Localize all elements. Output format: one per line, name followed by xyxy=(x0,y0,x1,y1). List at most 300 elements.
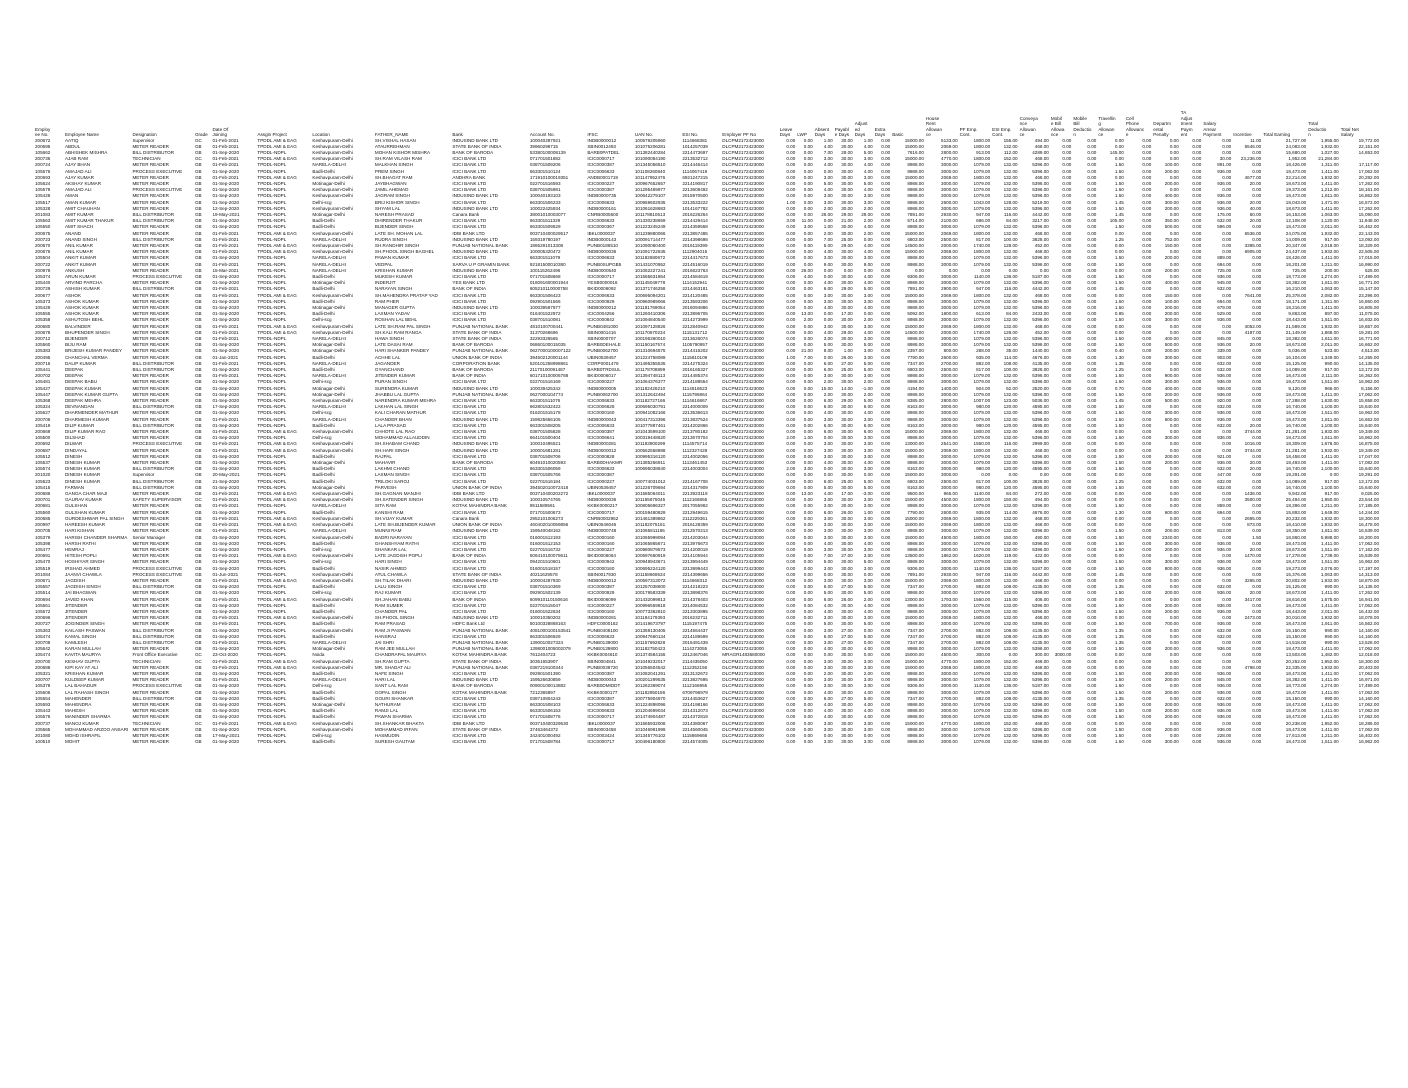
table-cell: MAHAVIR xyxy=(374,460,396,466)
table-cell: DLCPM2172423000 xyxy=(722,633,764,639)
table-cell: 8988.00 xyxy=(907,336,924,341)
table-cell: 0.00 xyxy=(786,156,796,162)
table-cell: TPDDL AMI & EAG xyxy=(257,230,297,236)
table-cell: 0.00 xyxy=(1252,385,1262,391)
table-cell: ICICI BANK LTD xyxy=(452,398,487,404)
table-cell: GULSHAN xyxy=(64,503,88,509)
table-cell: 24,437.00 xyxy=(1285,249,1307,255)
table-cell: 1079.00 xyxy=(973,187,991,193)
table-cell: NARELA-DELHI xyxy=(312,639,346,645)
table-cell: 01-Feb-2021 xyxy=(212,249,239,255)
table-cell: 0.00 xyxy=(1087,584,1097,590)
table-cell: 0.00 xyxy=(803,373,813,379)
table-cell: 15000.00 xyxy=(904,522,924,528)
table-cell: DLCPM2172423000 xyxy=(722,484,764,490)
table-cell: 038701505766 xyxy=(529,472,561,478)
table-cell: TPDDL-NDPL xyxy=(257,422,287,428)
table-cell: 0.00 xyxy=(1062,546,1072,552)
table-cell: JOGINDER SINGH xyxy=(64,621,105,627)
table-cell: 200693 xyxy=(35,174,51,180)
table-cell: 0.00 xyxy=(1087,497,1097,503)
table-cell: 200.00 xyxy=(1164,646,1179,652)
table-cell: NARELA-DELHI xyxy=(312,404,346,410)
table-cell: SH.HARI SINGH xyxy=(374,447,410,453)
table-cell: 30.00 xyxy=(841,162,853,168)
table-cell: 132.00 xyxy=(1003,739,1018,745)
table-cell: 3.00 xyxy=(863,534,873,540)
table-cell: Keshavpuram-Delhi xyxy=(312,230,353,236)
table-cell: 18,300.00 xyxy=(1358,515,1379,521)
table-cell: 3.00 xyxy=(863,441,873,447)
table-cell: HAREESH KUMAR xyxy=(64,522,106,528)
table-cell: 003710400029517 xyxy=(529,230,569,236)
table-cell: 101394748113 xyxy=(634,373,666,379)
table-cell: 0.00 xyxy=(1192,205,1202,211)
table-cell: 022701516184 xyxy=(529,478,561,484)
table-cell: 0.00 xyxy=(786,379,796,385)
table-cell: 0.00 xyxy=(1169,720,1179,726)
table-cell: 0.00 xyxy=(786,677,796,683)
table-cell: 7347.00 xyxy=(907,695,924,701)
table-cell: 0.00 xyxy=(786,205,796,211)
table-cell: 1,411.00 xyxy=(1321,670,1339,676)
table-cell: 1800.00 xyxy=(973,447,991,453)
table-cell: METER READER xyxy=(132,646,169,652)
table-cell: 0.00 xyxy=(1142,205,1152,211)
table-cell: 0.00 xyxy=(1169,329,1179,335)
table-cell: 0.00 xyxy=(1192,162,1202,168)
table-cell: 2214167708 xyxy=(682,478,708,484)
table-cell: 0.00 xyxy=(1062,633,1072,639)
table-cell: 18,171.00 xyxy=(1285,298,1307,304)
table-cell: 105642 xyxy=(35,646,51,652)
table-cell: 0.00 xyxy=(1087,211,1097,217)
table-cell: 8988.00 xyxy=(907,677,924,683)
table-cell: 0.00 xyxy=(1252,360,1262,366)
table-cell: ICICI BANK LTD xyxy=(452,156,487,162)
table-cell: MANAGER GUPTA xyxy=(374,304,415,310)
table-cell: 18,443.00 xyxy=(1285,317,1307,323)
table-cell: 6.00 xyxy=(863,422,873,428)
table-cell: 01-Sep-2020 xyxy=(212,608,239,614)
table-cell: Badli-Delhi xyxy=(312,670,335,676)
table-cell: DEVNANDAN xyxy=(64,404,94,410)
table-cell: LATE SH. MOHAN LAL xyxy=(374,230,423,236)
table-cell: 0.00 xyxy=(1222,174,1232,180)
table-cell: 071701501882 xyxy=(529,156,561,162)
table-cell: 01-Feb-2021 xyxy=(212,664,239,670)
table-cell: 1800.00 xyxy=(973,137,991,143)
table-cell: 663301510124 xyxy=(529,168,561,174)
table-cell: 0.00 xyxy=(786,571,796,577)
table-cell: NAFE SINGH xyxy=(374,670,403,676)
table-cell: 14,313.00 xyxy=(1358,571,1379,577)
table-cell: BILL DISTRIBUTOR xyxy=(132,484,175,490)
table-cell: 1,932.00 xyxy=(1320,143,1339,149)
table-cell: 145.00 xyxy=(1109,149,1124,155)
table-cell: 8988.00 xyxy=(907,540,924,546)
table-cell: 01-Sep-2020 xyxy=(212,453,239,459)
table-cell: 0.00 xyxy=(1087,515,1097,521)
table-cell: 5.00 xyxy=(863,149,873,155)
table-cell: 0.00 xyxy=(803,379,813,385)
table-cell: PUNB0038720 xyxy=(587,664,618,670)
table-cell: 1800.00 xyxy=(973,720,991,726)
table-cell: 468.00 xyxy=(1034,447,1049,453)
table-cell: DLCPM2172423000 xyxy=(722,720,764,726)
table-cell: Keshavpuram-Delhi xyxy=(312,242,353,248)
table-cell: 105378 xyxy=(35,683,51,689)
table-cell: 2214485374 xyxy=(682,373,708,379)
table-cell: ICIC0006633 xyxy=(587,168,615,174)
table-cell: 3.00 xyxy=(863,677,873,683)
table-cell: 935.00 xyxy=(976,509,991,515)
table-cell: 0.00 xyxy=(1169,596,1179,602)
table-cell: Keshavpuram-Delhi xyxy=(312,596,353,602)
table-cell: DLCPM2172423000 xyxy=(722,677,764,683)
table-cell: UBIN0539457 xyxy=(587,484,617,490)
table-cell: 1.45 xyxy=(1114,211,1124,217)
table-cell: 01-Feb-2021 xyxy=(212,720,239,726)
table-cell: 0.00 xyxy=(1252,689,1262,695)
table-cell: 0.00 xyxy=(1114,292,1124,298)
table-cell: 891.00 xyxy=(1217,162,1232,168)
table-cell: TECHNICIAN xyxy=(132,658,161,664)
table-cell: 0.00 xyxy=(863,311,873,317)
table-cell: 4.00 xyxy=(823,701,833,707)
table-cell: ICIC0006633 xyxy=(587,199,615,205)
table-cell: 1.50 xyxy=(1114,162,1124,168)
table-cell: JAMIL AHEMAD xyxy=(374,187,409,193)
table-cell: HOSHIYAR SINGH xyxy=(64,559,105,565)
table-cell: 350.00 xyxy=(1164,218,1179,224)
table-cell: 2600.00 xyxy=(941,199,958,205)
table-cell: 1.45 xyxy=(1114,571,1124,577)
table-cell: 022701516169 xyxy=(529,379,561,385)
table-cell: 468.00 xyxy=(1034,664,1049,670)
table-cell: 29.00 xyxy=(841,211,853,217)
table-cell: 132.00 xyxy=(1003,460,1018,466)
table-cell: 0.00 xyxy=(786,633,796,639)
table-cell: 0.00 xyxy=(863,639,873,645)
table-cell: 0.00 xyxy=(823,354,833,360)
table-cell: 2214516019 xyxy=(682,261,708,267)
table-cell: 1105790957 xyxy=(682,342,708,348)
table-cell: JAVED KHAN xyxy=(64,596,94,602)
table-cell: 132.00 xyxy=(1003,205,1018,211)
table-cell: NARELA-DELHI xyxy=(312,360,346,366)
table-cell: 5396.00 xyxy=(1032,379,1049,385)
table-cell: 0.00 xyxy=(1142,441,1152,447)
table-cell: 105474 xyxy=(35,633,51,639)
table-cell: 2214560045 xyxy=(682,726,708,732)
table-cell: 600.00 xyxy=(1164,416,1179,422)
table-cell: 0.00 xyxy=(1114,596,1124,602)
table-cell: 100179583339 xyxy=(634,590,666,596)
table-cell: 0.00 xyxy=(823,435,833,441)
table-cell: 0.00 xyxy=(1062,683,1072,689)
column-header: ESI No. xyxy=(682,132,699,137)
table-cell: 882.00 xyxy=(976,360,991,366)
table-cell: 30.00 xyxy=(841,187,853,193)
table-cell: 0.00 xyxy=(1252,162,1262,168)
table-cell: 0.00 xyxy=(823,273,833,279)
table-cell: 14,009.00 xyxy=(1285,236,1307,242)
table-cell: 1.50 xyxy=(1114,255,1124,261)
table-cell: 1014257039 xyxy=(682,143,708,149)
table-cell: 105358 xyxy=(35,317,51,323)
table-cell: 16,962.00 xyxy=(1358,410,1379,416)
table-cell: 1.50 xyxy=(1114,224,1124,230)
table-cell: 0.00 xyxy=(1192,577,1202,583)
table-cell: ICIC0000717 xyxy=(587,509,615,515)
table-cell: 0.85 xyxy=(1114,311,1124,317)
table-cell: 016091600001944 xyxy=(529,280,569,286)
table-cell: 2213670704 xyxy=(682,435,708,441)
table-cell: TPDDL-NDPL xyxy=(257,311,287,317)
table-cell: 2214584619 xyxy=(682,273,708,279)
table-cell: 101461389862 xyxy=(634,515,666,521)
table-cell: 2000.00 xyxy=(941,329,958,335)
table-cell: 0.00 xyxy=(1192,211,1202,217)
table-cell: Delhi-scg xyxy=(312,559,332,565)
table-cell: 105550 xyxy=(35,224,51,230)
table-cell: 18,473.00 xyxy=(1285,379,1307,385)
table-cell: 5396.00 xyxy=(1032,187,1049,193)
table-cell: 100960989066 xyxy=(634,298,666,304)
table-cell: 2016094886 xyxy=(682,304,708,310)
table-cell: 2016623763 xyxy=(682,267,708,273)
table-cell: TPDDL-NDPL xyxy=(257,404,287,410)
table-row xyxy=(34,441,1380,447)
table-cell: TPDDL-NDPL xyxy=(257,528,287,534)
table-cell: DLCPM2172423000 xyxy=(722,311,764,317)
table-cell: 1079.00 xyxy=(973,193,991,199)
table-cell: 1,675.00 xyxy=(1320,596,1339,602)
table-cell: 0.00 xyxy=(1087,708,1097,714)
table-cell: 17,062.00 xyxy=(1358,708,1379,714)
table-cell: TPDDL-NDPL xyxy=(257,267,287,273)
table-cell: GB xyxy=(194,602,202,608)
table-cell: 3.00 xyxy=(823,739,833,745)
table-cell: 2.00 xyxy=(823,379,833,385)
table-cell: 0.00 xyxy=(803,429,813,435)
table-cell: 0.00 xyxy=(863,733,873,738)
table-cell: 100941082166 xyxy=(634,410,666,416)
table-cell: 2213303895 xyxy=(682,608,708,614)
table-cell: 2952101006273 xyxy=(529,515,564,521)
table-cell: 4676.00 xyxy=(1032,509,1049,515)
table-cell: 0.00 xyxy=(1062,621,1072,627)
table-cell: TPDDL AMI & EAG xyxy=(257,441,297,447)
table-cell: 0.00 xyxy=(1252,367,1262,373)
table-cell: 3.00 xyxy=(823,683,833,689)
table-cell: GB xyxy=(194,677,202,683)
table-cell: DLCPM2172423000 xyxy=(722,292,764,298)
table-cell: 19-May-2021 xyxy=(212,211,240,217)
table-cell: 0.00 xyxy=(803,460,813,466)
table-cell: 3000.00 xyxy=(941,708,958,714)
table-cell: 0.00 xyxy=(1114,174,1124,180)
table-cell: 200675 xyxy=(35,230,51,236)
table-cell: 0.00 xyxy=(1252,311,1262,317)
table-cell: TPDDL-NDPL xyxy=(257,559,287,565)
table-cell: 4.00 xyxy=(803,273,813,279)
table-cell: 0.00 xyxy=(881,447,891,453)
table-cell: BKID0006017 xyxy=(587,373,616,379)
table-cell: GB xyxy=(194,149,202,155)
column-header: Payabl e Days xyxy=(834,126,850,137)
table-cell: 0.00 xyxy=(1192,646,1202,652)
table-cell: 3000.00 xyxy=(1054,652,1072,658)
table-cell: TPDDL-NDPL xyxy=(257,695,287,701)
table-row xyxy=(34,479,1380,485)
table-cell: 128.00 xyxy=(1003,199,1018,205)
table-cell: 0.00 xyxy=(1114,429,1124,435)
table-cell: DLCPM2172423000 xyxy=(722,584,764,590)
table-cell: Keshavpuram-Delhi xyxy=(312,187,353,193)
table-cell: 0.00 xyxy=(1169,156,1179,162)
table-cell: 0.00 xyxy=(1142,261,1152,267)
table-cell: NARELA-DELHI xyxy=(312,336,346,341)
table-cell: 5396.00 xyxy=(1032,646,1049,652)
table-cell: 2.00 xyxy=(863,205,873,211)
table-cell: 0.00 xyxy=(1142,137,1152,143)
table-cell: 101049232017 xyxy=(634,658,666,664)
table-cell: KKBK0000217 xyxy=(587,503,618,509)
table-cell: 8988.00 xyxy=(907,546,924,552)
column-header: House Rent Allowan ce xyxy=(925,115,943,137)
table-cell: 105324 xyxy=(35,404,51,410)
table-cell: TPDDL-NDPL xyxy=(257,348,287,354)
table-cell: 0.70 xyxy=(1114,385,1124,391)
table-cell: HARISH CHANDER SHARMA xyxy=(64,534,128,540)
table-cell: 152.00 xyxy=(1003,156,1018,162)
table-cell: 8988.00 xyxy=(907,708,924,714)
table-cell: DLCPM2172423000 xyxy=(722,317,764,323)
column-header: Mobil e Bill Allowa nce xyxy=(1050,115,1065,137)
table-cell: 1079.00 xyxy=(973,646,991,652)
table-cell: 8988.00 xyxy=(907,224,924,230)
table-cell: 1436.00 xyxy=(1244,491,1262,497)
table-cell: 3265.00 xyxy=(1244,577,1262,583)
table-cell: 0.00 xyxy=(881,367,891,373)
table-cell: 30.00 xyxy=(841,193,853,199)
table-cell: 1,868.00 xyxy=(1320,329,1339,335)
table-cell: 1016.00 xyxy=(1244,441,1262,447)
table-cell: 100597660919 xyxy=(634,553,666,559)
table-row xyxy=(34,528,1380,534)
table-cell: 1,100.00 xyxy=(1320,404,1339,410)
table-cell: 8988.00 xyxy=(907,280,924,286)
table-cell: 0.00 xyxy=(881,205,891,211)
table-cell: 105500 xyxy=(35,435,51,441)
table-cell: 1079.00 xyxy=(973,379,991,385)
table-cell: 0.00 xyxy=(1087,460,1097,466)
table-cell: 132.00 xyxy=(1003,180,1018,186)
table-cell: 1,952.00 xyxy=(1320,658,1339,664)
table-cell: 50100328868163 xyxy=(529,621,566,627)
table-cell: 038701505981 xyxy=(529,187,561,193)
table-cell: 0.00 xyxy=(1252,633,1262,639)
table-cell: 0.00 xyxy=(803,596,813,602)
table-cell: 17,499.00 xyxy=(1358,273,1379,279)
table-cell: 2214190817 xyxy=(682,180,708,186)
table-cell: INDUSIND BANK LTD xyxy=(452,193,498,199)
table-cell: 15,539.00 xyxy=(1358,553,1379,559)
table-cell: 500.00 xyxy=(1164,398,1179,404)
table-cell: 3.00 xyxy=(786,218,796,224)
table-cell: 1,511.00 xyxy=(1321,739,1339,745)
table-cell: 0.00 xyxy=(1142,515,1152,521)
table-cell: 0.00 xyxy=(1192,466,1202,472)
table-cell: DLCPM2172423000 xyxy=(722,553,764,559)
table-cell: 30.00 xyxy=(841,255,853,261)
table-cell: 3000.00 xyxy=(941,180,958,186)
table-cell: 0.00 xyxy=(1142,199,1152,205)
table-cell: 3000.00 xyxy=(941,273,958,279)
table-cell: SAFETY SUPERVISOR xyxy=(132,497,182,503)
table-cell: 1,411.00 xyxy=(1321,168,1339,174)
table-cell: 5396.00 xyxy=(1032,608,1049,614)
table-cell: AMIT CHAUHAN xyxy=(64,205,100,211)
table-cell: BIJU RAM xyxy=(64,342,87,348)
table-cell: 0.00 xyxy=(1192,627,1202,633)
table-cell: 132.00 xyxy=(1003,522,1018,528)
table-cell: 1740.00 xyxy=(973,329,991,335)
table-cell: 8163.00 xyxy=(907,404,924,410)
table-cell: 1.00 xyxy=(843,348,853,354)
table-cell: 4.00 xyxy=(863,714,873,720)
table-cell: 16,932.00 xyxy=(1358,317,1379,323)
table-cell: 0.00 xyxy=(1087,168,1097,174)
table-cell: 0.00 xyxy=(1192,187,1202,193)
table-cell: 01-Sep-2020 xyxy=(212,298,239,304)
table-cell: 200.00 xyxy=(1164,311,1179,317)
table-cell: 2700.00 xyxy=(941,360,958,366)
table-cell: 0.00 xyxy=(1062,714,1072,720)
table-cell: 663301508205 xyxy=(529,422,561,428)
table-cell: 132.00 xyxy=(1003,590,1018,596)
table-cell: 0.00 xyxy=(1252,453,1262,459)
table-cell: 01-Feb-2021 xyxy=(212,596,239,602)
table-cell: BILL DISTRIBUTOR xyxy=(132,695,175,701)
table-cell: 092901502139 xyxy=(529,590,561,596)
table-cell: METER READER xyxy=(132,174,169,180)
table-cell: ICIC0000387 xyxy=(587,472,615,478)
table-cell: 18,043.00 xyxy=(1285,199,1307,205)
table-cell: 0.00 xyxy=(786,528,796,534)
table-cell: 965.00 xyxy=(943,491,958,497)
table-cell: RAM SUMER xyxy=(374,602,403,608)
table-cell: 0.00 xyxy=(1087,373,1097,379)
table-cell: 100496180800 xyxy=(634,739,666,745)
table-cell: 15000.00 xyxy=(904,577,924,583)
table-cell: UBIN0539457 xyxy=(587,354,617,360)
table-cell: 0.00 xyxy=(1142,633,1152,639)
table-cell: 468.00 xyxy=(1034,174,1049,180)
table-cell: 1.35 xyxy=(1114,695,1124,701)
table-cell: 105477 xyxy=(35,546,51,552)
table-cell: 300.00 xyxy=(1164,739,1179,745)
table-cell: SH.SHANKAR BHAKTA xyxy=(374,720,425,726)
table-cell: ICIC0000717 xyxy=(587,156,615,162)
table-cell: 3000.00 xyxy=(941,608,958,614)
table-cell: 0.00 xyxy=(881,286,891,292)
table-cell: 01-Feb-2021 xyxy=(212,373,239,379)
table-cell: 101182727166 xyxy=(634,398,666,404)
table-cell: 0.00 xyxy=(1192,571,1202,577)
